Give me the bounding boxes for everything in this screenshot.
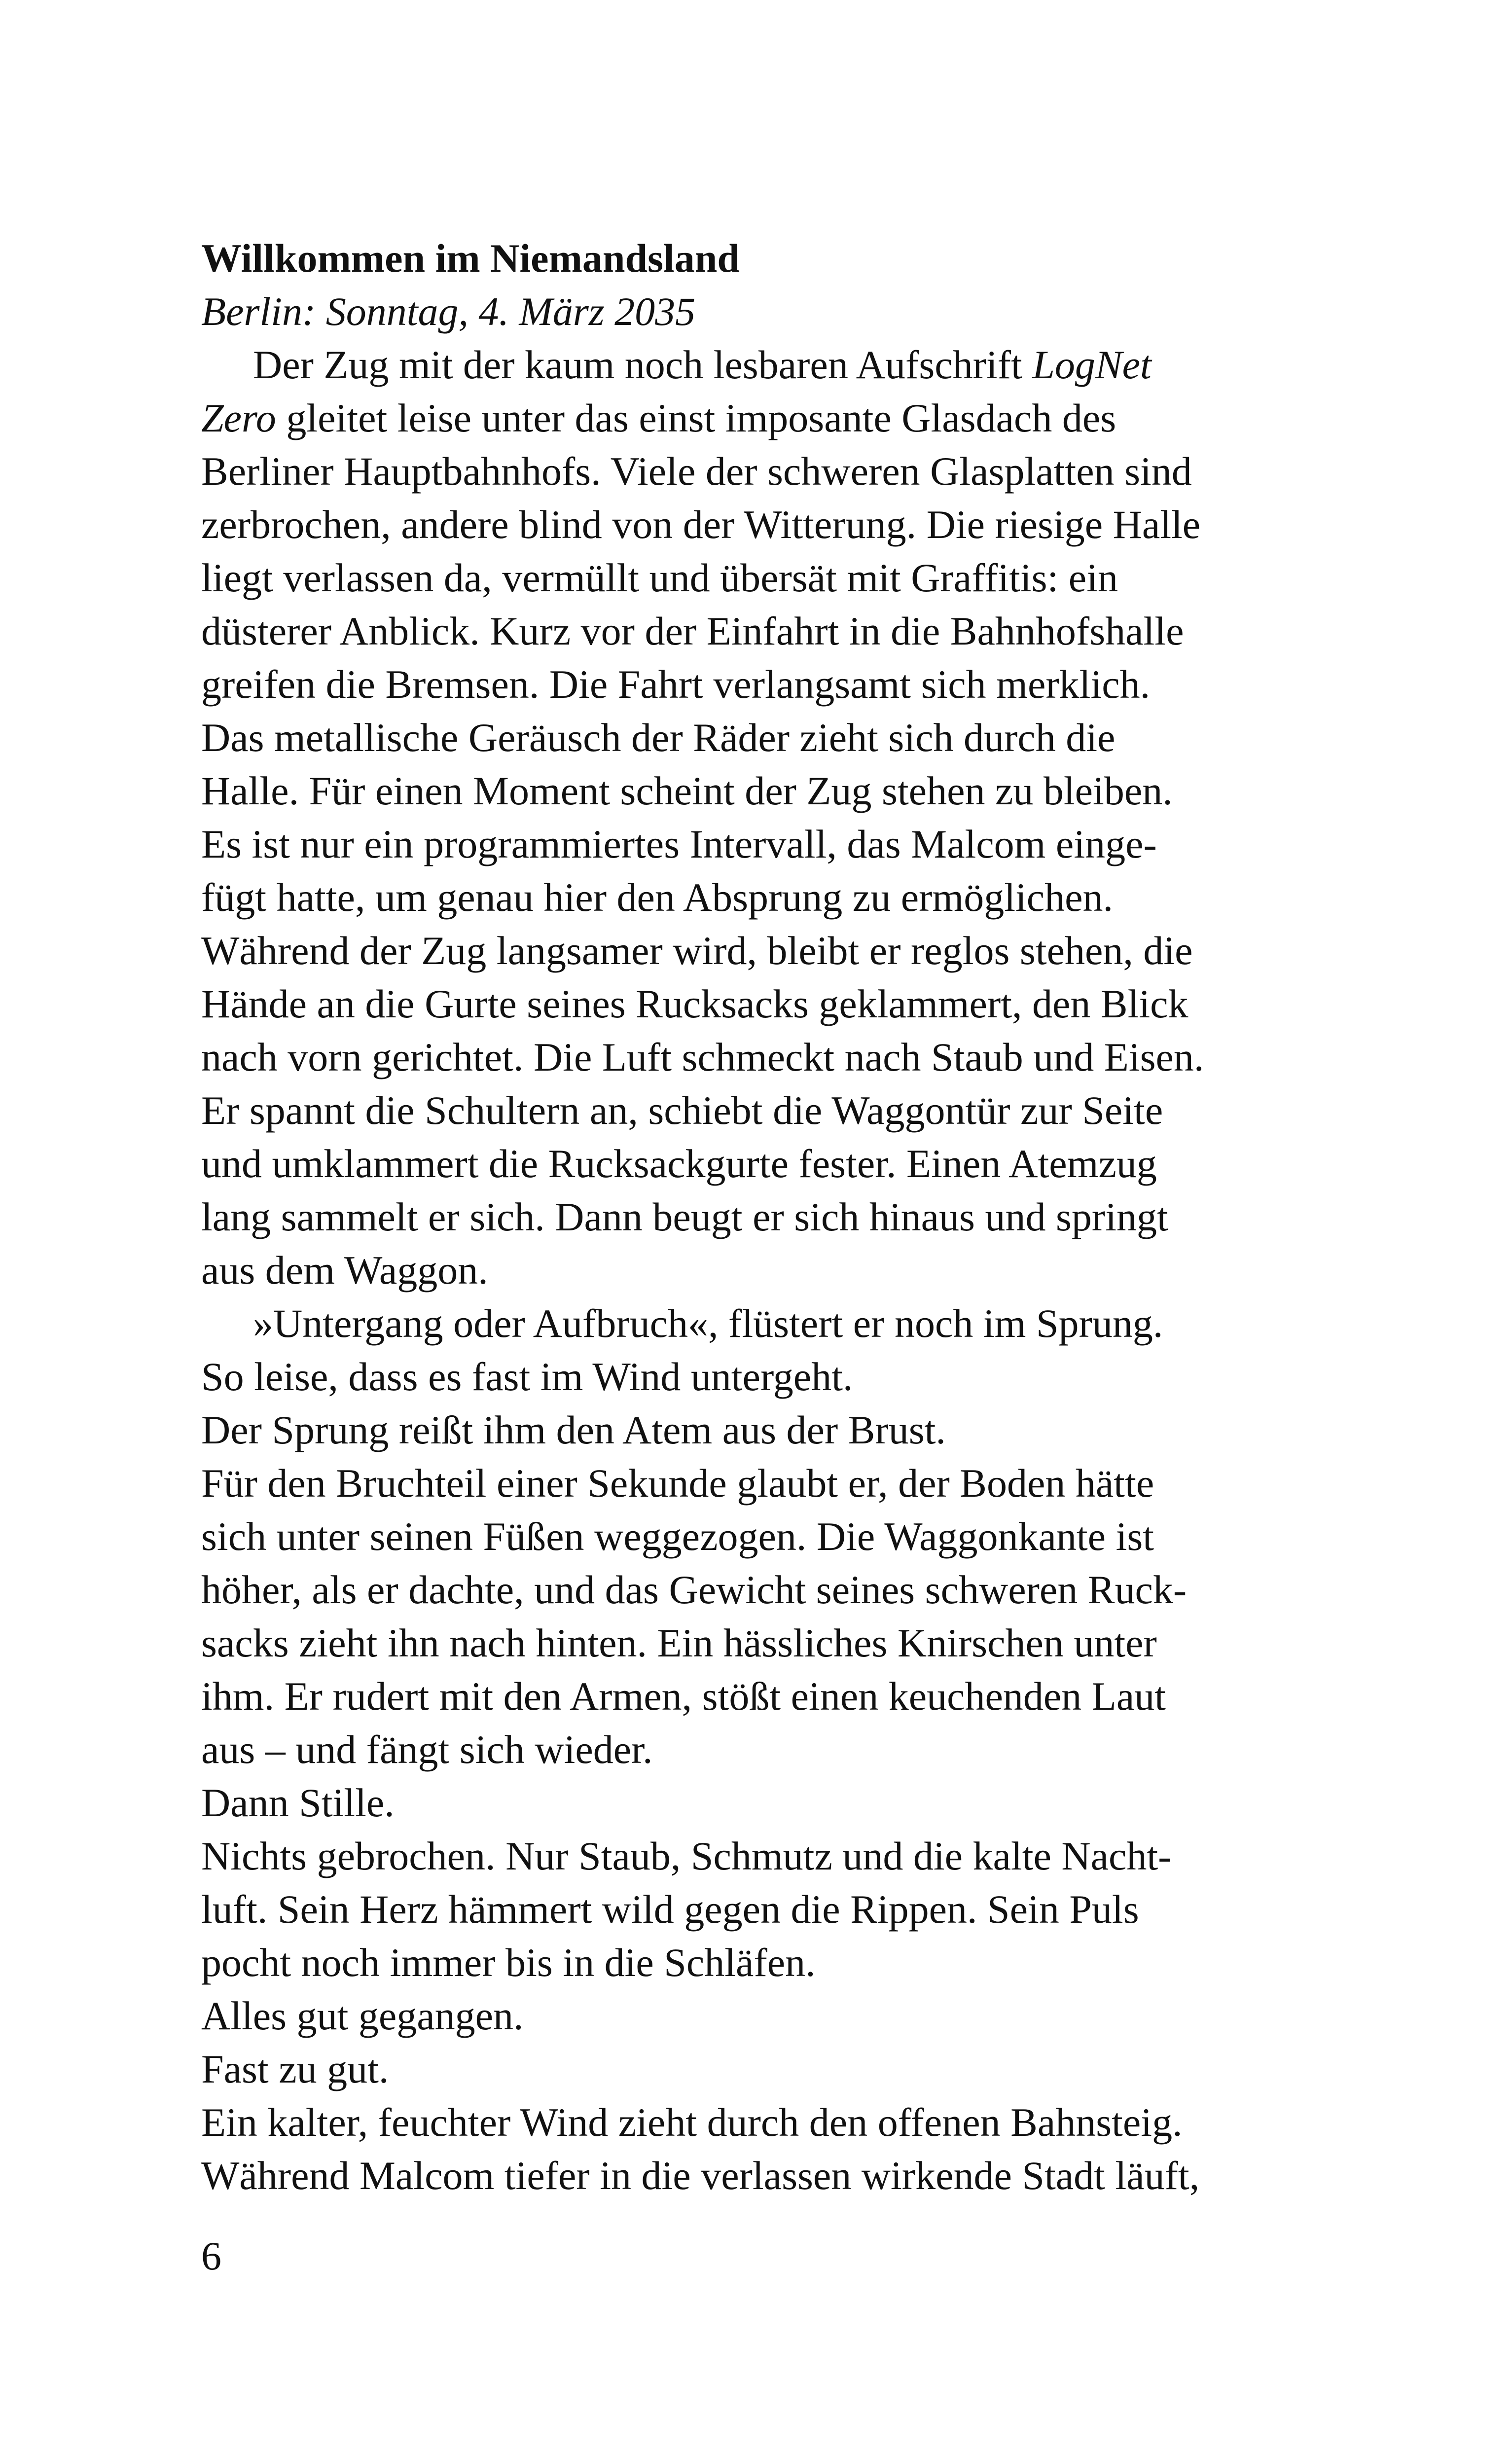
text-line: »Untergang oder Aufbruch«, flüstert er noch im Sprung.: [253, 1301, 1163, 1346]
text-line: liegt verlassen da, vermüllt und übersät mit Graffitis: ein: [201, 555, 1118, 600]
text-line: [201, 338, 1286, 392]
text-span: Der Zug mit der kaum noch lesbaren Aufschrift: [253, 342, 1033, 387]
text-line: [201, 392, 1286, 445]
text-line: Hände an die Gurte seines Rucksacks geklammert, den Blick: [201, 981, 1188, 1026]
text-line: aus dem Waggon.: [201, 1248, 488, 1293]
page-number: 6: [201, 2233, 221, 2278]
text-line: pocht noch immer bis in die Schläfen.: [201, 1940, 816, 1985]
text-line: Halle. Für einen Moment scheint der Zug stehen zu bleiben.: [201, 768, 1173, 813]
text-line: Er spannt die Schultern an, schiebt die Waggontür zur Seite: [201, 1088, 1163, 1133]
text-line: So leise, dass es fast im Wind untergeht.: [201, 1354, 853, 1399]
page-text: [201, 232, 1286, 2202]
text-line: Während der Zug langsamer wird, bleibt er reglos stehen, die: [201, 928, 1193, 973]
text-line: zerbrochen, andere blind von der Witterung. Die riesige Halle: [201, 502, 1201, 547]
text-line: Während Malcom tiefer in die verlassen wirkende Stadt läuft,: [201, 2153, 1200, 2198]
text-line: aus – und fängt sich wieder.: [201, 1727, 653, 1772]
text-line: Der Sprung reißt ihm den Atem aus der Brust.: [201, 1407, 946, 1452]
text-line: Das metallische Geräusch der Räder zieht sich durch die: [201, 715, 1116, 760]
text-line: fügt hatte, um genau hier den Absprung zu ermöglichen.: [201, 875, 1114, 920]
text-line: greifen die Bremsen. Die Fahrt verlangsamt sich merklich.: [201, 662, 1151, 707]
text-line: Es ist nur ein programmiertes Intervall, das Malcom einge-: [201, 822, 1157, 866]
text-line: Dann Stille.: [201, 1780, 395, 1825]
text-span: gleitet leise unter das einst imposante Glasdach des: [276, 396, 1116, 440]
text-line: Ein kalter, feuchter Wind zieht durch den offenen Bahnsteig.: [201, 2100, 1183, 2145]
text-line: Fast zu gut.: [201, 2047, 389, 2091]
text-line: düsterer Anblick. Kurz vor der Einfahrt in die Bahnhofshalle: [201, 609, 1184, 653]
text-line: Für den Bruchteil einer Sekunde glaubt er, der Boden hätte: [201, 1461, 1154, 1506]
chapter-title: Willkommen im Niemandsland: [201, 236, 740, 281]
text-line: Berliner Hauptbahnhofs. Viele der schweren Glasplatten sind: [201, 449, 1192, 494]
text-line: sich unter seinen Füßen weggezogen. Die Waggonkante ist: [201, 1514, 1154, 1559]
text-line: Nichts gebrochen. Nur Staub, Schmutz und die kalte Nacht-: [201, 1834, 1172, 1878]
text-line: Alles gut gegangen.: [201, 1993, 524, 2038]
italic-term: LogNet: [1032, 342, 1152, 387]
text-line: lang sammelt er sich. Dann beugt er sich hinaus und springt: [201, 1194, 1168, 1239]
italic-term: Zero: [201, 396, 276, 440]
text-line: nach vorn gerichtet. Die Luft schmeckt nach Staub und Eisen.: [201, 1035, 1204, 1079]
text-line: sacks zieht ihn nach hinten. Ein hässliches Knirschen unter: [201, 1620, 1157, 1665]
text-line: und umklammert die Rucksackgurte fester. Einen Atemzug: [201, 1141, 1157, 1186]
chapter-dateline: Berlin: Sonntag, 4. März 2035: [201, 289, 696, 334]
text-line: luft. Sein Herz hämmert wild gegen die Rippen. Sein Puls: [201, 1887, 1139, 1932]
text-line: höher, als er dachte, und das Gewicht seines schweren Ruck-: [201, 1567, 1187, 1612]
text-line: ihm. Er rudert mit den Armen, stößt einen keuchenden Laut: [201, 1674, 1166, 1719]
